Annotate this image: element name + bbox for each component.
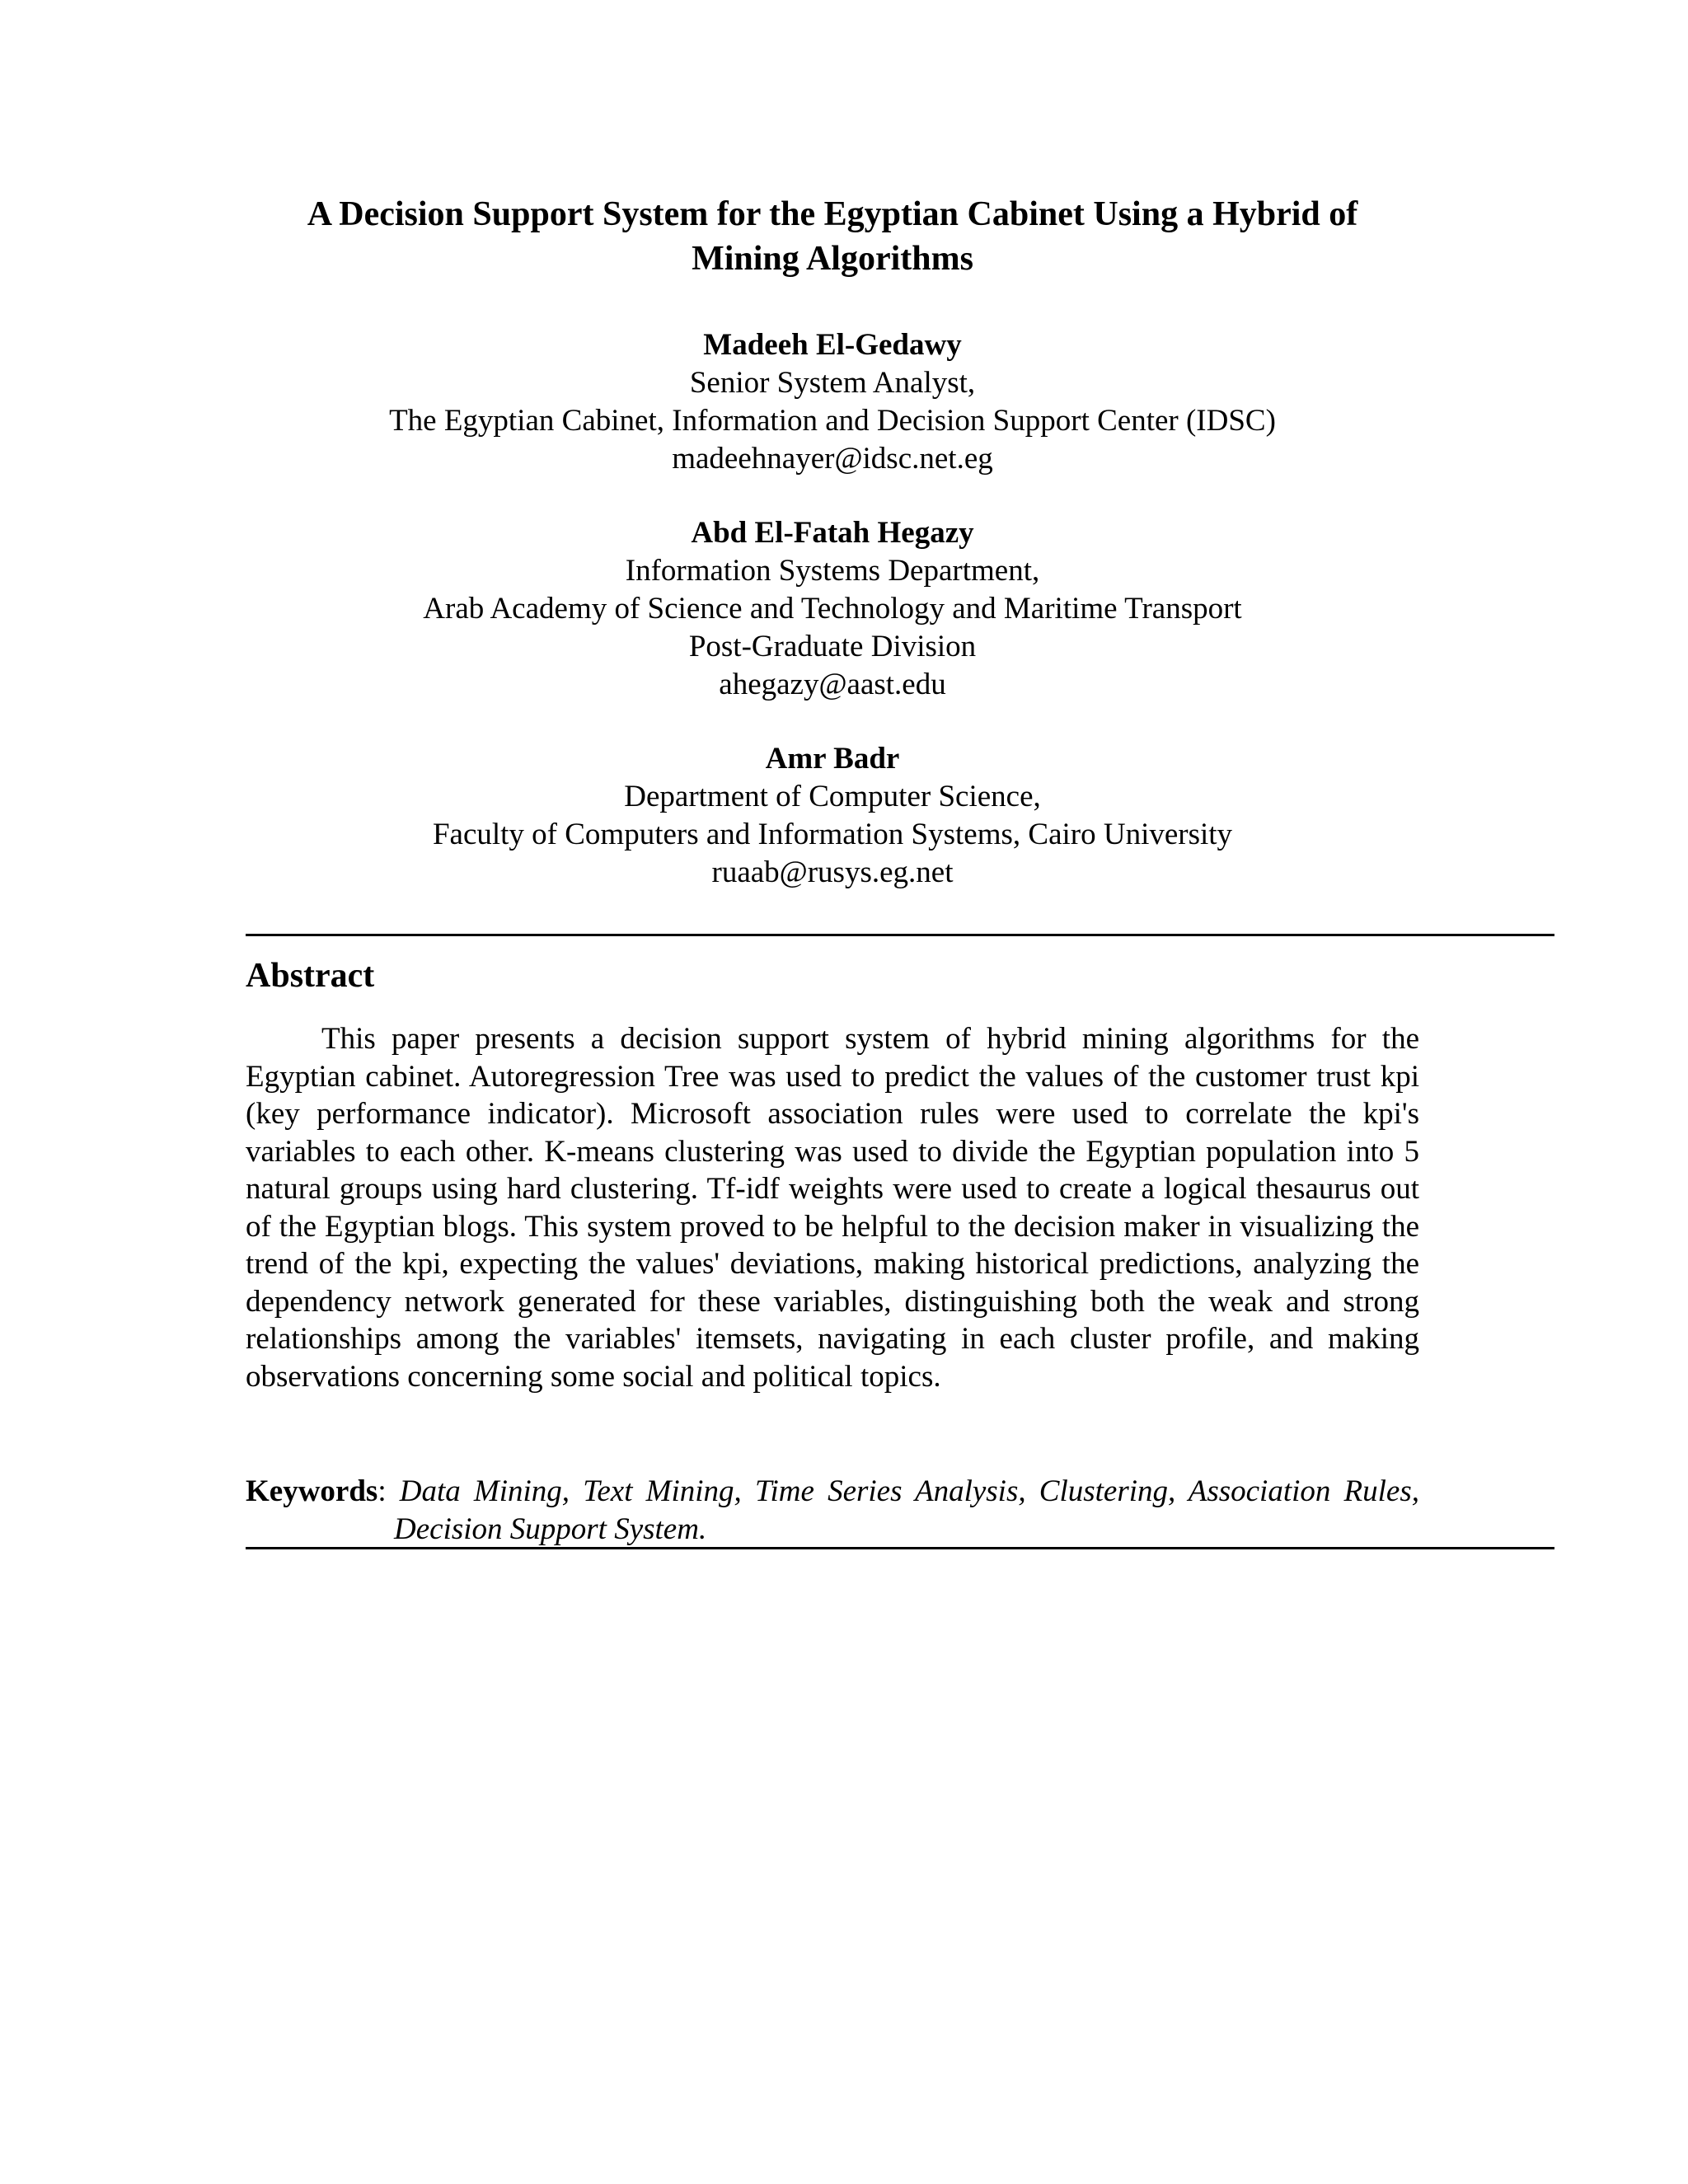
author-block-1 [206,326,1459,478]
author-name: Amr Badr [765,742,900,776]
horizontal-rule-bottom [246,1547,1554,1549]
author-affiliation-line: Senior System Analyst, [689,366,976,400]
author-affiliation-line: Post-Graduate Division [688,630,977,663]
author-affiliation-line: Faculty of Computers and Information Systems, Cairo University [432,818,1233,851]
author-email: madeehnayer@idsc.net.eg [672,442,993,476]
author-email: ahegazy@aast.edu [719,668,946,701]
author-block-3 [206,740,1459,892]
author-name: Madeeh El-Gedawy [703,328,962,362]
keywords-paragraph [246,1473,1419,1548]
keywords-label: Keywords [246,1474,378,1508]
author-name: Abd El-Fatah Hegazy [691,516,974,550]
abstract-body: This paper presents a decision support system of hybrid mining algorithms for the Egyptian cabinet. Autoregression Tree was used to predict the values of the customer trust kpi (key performance indicator). Microsoft association rules were used to correlate the kpi's variables to each other. K-means clustering was used to divide the Egyptian population into 5 natural groups using hard clustering. Tf-idf weights were used to create a logical thesaurus out of the Egyptian blogs. This system proved to be helpful to the decision maker in visualizing the trend of the kpi, expecting the values' deviations, making historical predictions, analyzing the dependency network generated for these variables, distinguishing both the weak and strong relationships among the variables' itemsets, navigating in each cluster profile, and making observations concerning some social and political topics. [246,1022,1419,1394]
keywords-separator: : [377,1474,400,1508]
keywords-values: Data Mining, Text Mining, Time Series Analysis, Clustering, Association Rules, Decision Support System. [394,1474,1420,1546]
author-block-2 [206,514,1459,704]
author-email: ruaab@rusys.eg.net [711,855,954,889]
author-affiliation-line: Information Systems Department, [625,554,1040,588]
paper-title-line-1: A Decision Support System for the Egyptian Cabinet Using a Hybrid of [307,195,1358,233]
author-affiliation-line: Department of Computer Science, [624,780,1041,813]
paper-title-line-2: Mining Algorithms [692,240,973,278]
horizontal-rule-top [246,934,1554,936]
abstract-heading: Abstract [246,957,375,995]
author-affiliation-line: Arab Academy of Science and Technology and Maritime Transport [423,592,1242,626]
author-affiliation-line: The Egyptian Cabinet, Information and Decision Support Center (IDSC) [389,404,1276,438]
paper-title [206,192,1459,281]
